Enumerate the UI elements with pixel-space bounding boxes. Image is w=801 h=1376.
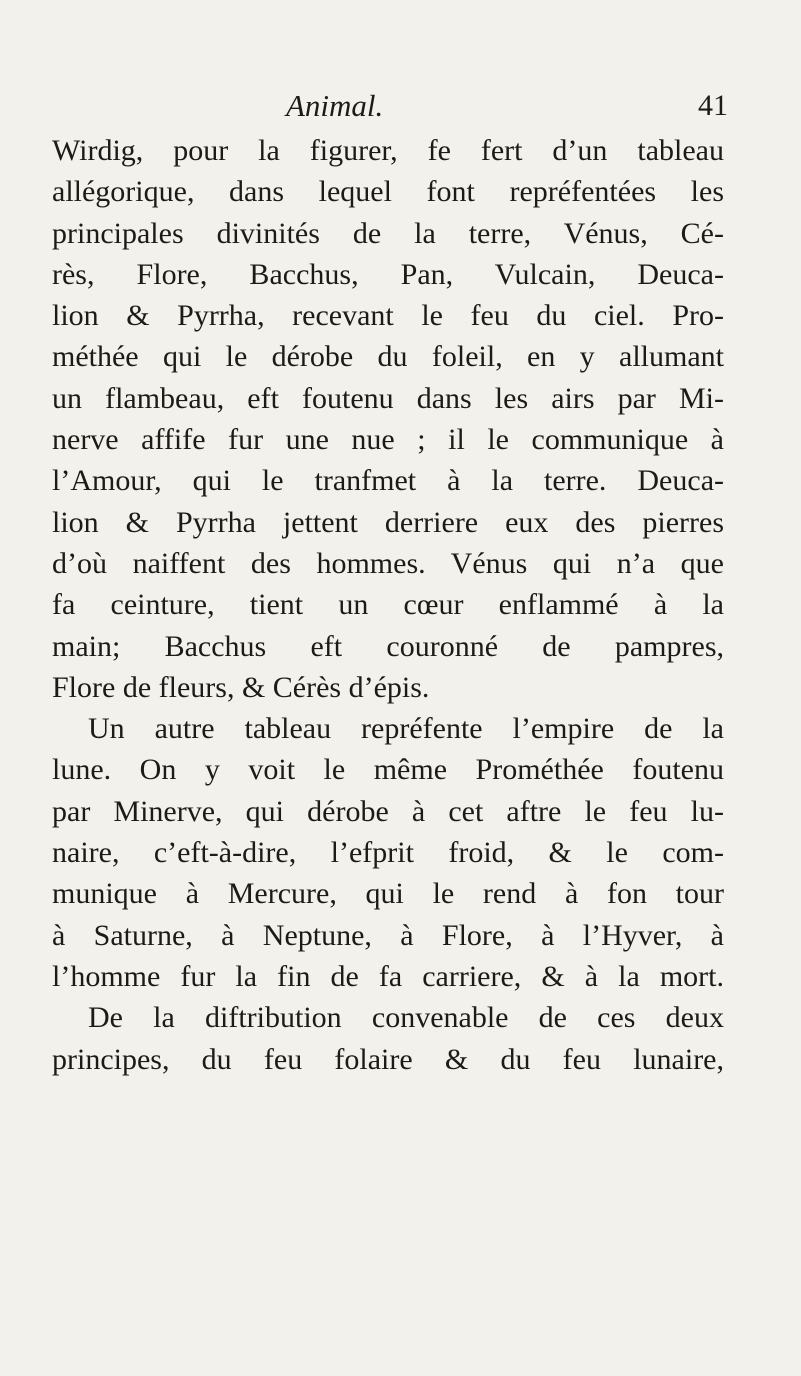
text-line: naire, c’eft-à-dire, l’efprit froid, & le com-: [52, 836, 724, 870]
text-line: munique à Mercure, qui le rend à fon tour: [52, 877, 724, 911]
text-line: méthée qui le dérobe du foleil, en y allumant: [52, 340, 724, 374]
text-line: fa ceinture, tient un cœur enflammé à la: [52, 588, 724, 622]
text-line: Wirdig, pour la figurer, fe fert d’un tableau: [52, 134, 724, 167]
text-line: nerve affife fur une nue ; il le communique à: [52, 423, 724, 457]
text-line: l’Amour, qui le tranfmet à la terre. Deuca-: [52, 464, 724, 498]
body-text: [52, 130, 724, 1080]
running-head: [0, 86, 801, 126]
paragraph-start-line: Un autre tableau repréfente l’empire de la: [88, 712, 724, 746]
text-line: principes, du feu folaire & du feu lunaire,: [52, 1042, 724, 1076]
page-number: 41: [698, 89, 728, 122]
paragraph-start-line: De la diftribution convenable de ces deux: [88, 1001, 724, 1035]
text-line: lion & Pyrrha, recevant le feu du ciel. Pro-: [52, 299, 724, 333]
text-line: un flambeau, eft foutenu dans les airs par Mi-: [52, 381, 724, 415]
text-line: principales divinités de la terre, Vénus, Cé-: [52, 216, 724, 250]
paragraph-end-line: l’homme fur la fin de fa carriere, & à la mort.: [52, 959, 724, 993]
text-line: à Saturne, à Neptune, à Flore, à l’Hyver, à: [52, 918, 724, 952]
text-line: allégorique, dans lequel font repréfentées les: [52, 175, 724, 209]
text-line: lune. On y voit le même Prométhée foutenu: [52, 753, 724, 787]
running-title: Animal.: [286, 88, 384, 123]
text-line: lion & Pyrrha jettent derriere eux des pierres: [52, 505, 724, 539]
text-line: rès, Flore, Bacchus, Pan, Vulcain, Deuca-: [52, 257, 724, 291]
text-line: main; Bacchus eft couronné de pampres,: [52, 629, 724, 663]
text-line: d’où naiffent des hommes. Vénus qui n’a que: [52, 546, 724, 580]
paragraph-end-line: Flore de fleurs, & Cérès d’épis.: [52, 670, 430, 704]
text-line: par Minerve, qui dérobe à cet aftre le feu lu-: [52, 794, 724, 828]
